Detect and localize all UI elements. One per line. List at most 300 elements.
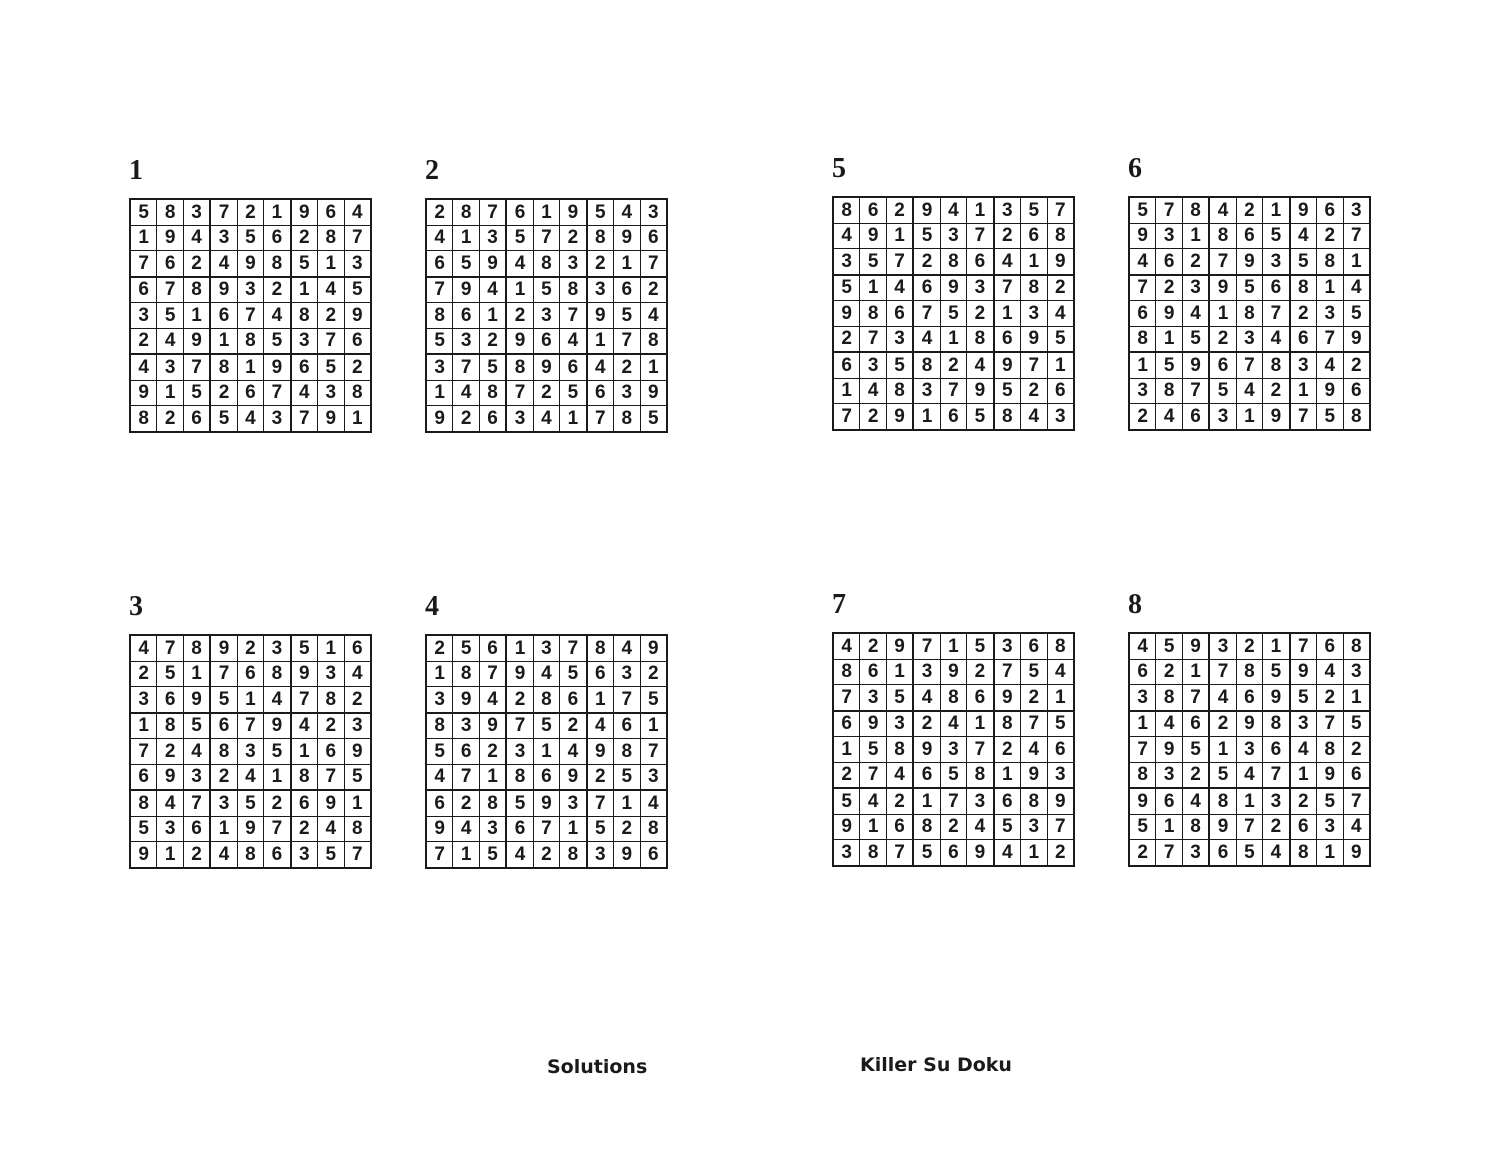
puzzle-number: 7 [832, 589, 846, 620]
grid-cell: 3 [1156, 762, 1182, 788]
grid-row [1129, 659, 1370, 685]
grid-cell: 4 [318, 277, 344, 303]
grid-cell: 5 [640, 406, 667, 432]
grid-cell: 1 [860, 814, 886, 840]
grid-cell: 6 [157, 251, 183, 277]
grid-cell: 3 [130, 303, 157, 329]
grid-row [833, 404, 1074, 430]
grid-cell: 4 [940, 197, 966, 223]
grid-row [426, 764, 667, 790]
grid-cell: 3 [940, 737, 966, 763]
grid-cell: 9 [264, 713, 291, 739]
grid-cell: 5 [994, 814, 1021, 840]
grid-cell: 4 [1047, 301, 1074, 327]
grid-cell: 1 [1182, 659, 1209, 685]
grid-cell: 4 [1156, 404, 1182, 430]
grid-cell: 8 [506, 354, 533, 380]
grid-cell: 5 [453, 251, 479, 277]
grid-cell: 6 [560, 687, 587, 713]
grid-cell: 9 [860, 223, 886, 249]
grid-cell: 8 [1290, 275, 1317, 301]
grid-cell: 3 [913, 659, 940, 685]
grid-cell: 6 [1129, 659, 1156, 685]
grid-row [1129, 840, 1370, 866]
grid-cell: 9 [833, 301, 860, 327]
grid-cell: 6 [264, 842, 291, 868]
grid-cell: 4 [130, 354, 157, 380]
grid-cell: 9 [1021, 326, 1047, 352]
grid-cell: 4 [506, 251, 533, 277]
grid-cell: 9 [1156, 737, 1182, 763]
grid-cell: 3 [1317, 301, 1343, 327]
grid-cell: 5 [1290, 685, 1317, 711]
grid-cell: 1 [453, 842, 479, 868]
grid-cell: 1 [860, 275, 886, 301]
grid-cell: 7 [264, 380, 291, 406]
grid-cell: 9 [1182, 352, 1209, 378]
grid-cell: 9 [157, 225, 183, 251]
grid-cell: 9 [833, 814, 860, 840]
grid-cell: 3 [318, 380, 344, 406]
grid-cell: 6 [1343, 762, 1370, 788]
grid-cell: 3 [183, 764, 210, 790]
grid-cell: 3 [157, 816, 183, 842]
grid-cell: 8 [237, 328, 263, 354]
grid-cell: 4 [587, 713, 614, 739]
grid-cell: 9 [210, 277, 237, 303]
grid-cell: 8 [291, 764, 318, 790]
grid-cell: 6 [479, 635, 506, 661]
grid-cell: 6 [886, 814, 913, 840]
grid-row [1129, 788, 1370, 814]
sudoku-grid [832, 632, 1075, 867]
grid-cell: 6 [210, 303, 237, 329]
grid-cell: 3 [533, 635, 559, 661]
grid-row [1129, 404, 1370, 430]
grid-cell: 5 [1236, 275, 1262, 301]
grid-cell: 5 [1263, 659, 1290, 685]
grid-cell: 2 [560, 225, 587, 251]
grid-cell: 1 [1263, 633, 1290, 659]
grid-cell: 8 [479, 790, 506, 816]
grid-cell: 6 [860, 197, 886, 223]
grid-cell: 4 [1156, 711, 1182, 737]
grid-cell: 4 [1182, 301, 1209, 327]
grid-cell: 7 [453, 764, 479, 790]
grid-cell: 4 [560, 328, 587, 354]
grid-cell: 3 [1209, 633, 1236, 659]
grid-cell: 8 [1343, 633, 1370, 659]
grid-cell: 6 [1156, 249, 1182, 275]
grid-cell: 1 [157, 380, 183, 406]
grid-cell: 6 [1236, 223, 1262, 249]
grid-cell: 9 [426, 406, 453, 432]
grid-cell: 4 [1343, 275, 1370, 301]
grid-cell: 1 [640, 713, 667, 739]
grid-cell: 9 [183, 328, 210, 354]
grid-row [130, 713, 371, 739]
grid-cell: 8 [1021, 788, 1047, 814]
grid-cell: 6 [1129, 301, 1156, 327]
grid-cell: 5 [1129, 197, 1156, 223]
grid-cell: 2 [237, 199, 263, 225]
grid-cell: 7 [291, 687, 318, 713]
grid-cell: 3 [994, 633, 1021, 659]
grid-cell: 8 [913, 814, 940, 840]
grid-cell: 9 [1129, 223, 1156, 249]
grid-cell: 2 [264, 790, 291, 816]
grid-row [130, 354, 371, 380]
grid-cell: 2 [560, 713, 587, 739]
grid-cell: 9 [587, 303, 614, 329]
grid-cell: 5 [210, 406, 237, 432]
grid-cell: 4 [886, 762, 913, 788]
grid-cell: 4 [264, 687, 291, 713]
grid-cell: 3 [291, 842, 318, 868]
grid-cell: 3 [1021, 814, 1047, 840]
grid-cell: 2 [833, 762, 860, 788]
grid-cell: 5 [1209, 378, 1236, 404]
sudoku-grid [832, 196, 1075, 431]
grid-row [1129, 711, 1370, 737]
grid-cell: 8 [453, 661, 479, 687]
grid-cell: 4 [1129, 249, 1156, 275]
grid-row [426, 380, 667, 406]
grid-cell: 4 [479, 687, 506, 713]
sudoku-grid [129, 198, 372, 433]
grid-cell: 4 [157, 328, 183, 354]
grid-cell: 7 [587, 406, 614, 432]
grid-cell: 6 [614, 713, 640, 739]
grid-cell: 1 [130, 225, 157, 251]
grid-cell: 8 [560, 277, 587, 303]
grid-cell: 3 [1129, 685, 1156, 711]
grid-cell: 5 [587, 816, 614, 842]
grid-cell: 7 [1129, 275, 1156, 301]
grid-cell: 2 [860, 633, 886, 659]
grid-cell: 7 [157, 277, 183, 303]
sudoku-grid [1128, 196, 1371, 431]
grid-cell: 5 [237, 790, 263, 816]
grid-cell: 7 [614, 328, 640, 354]
grid-cell: 3 [994, 197, 1021, 223]
grid-cell: 8 [833, 659, 860, 685]
grid-row [833, 788, 1074, 814]
grid-cell: 6 [994, 788, 1021, 814]
grid-cell: 5 [1209, 762, 1236, 788]
grid-cell: 3 [264, 635, 291, 661]
grid-cell: 9 [506, 661, 533, 687]
grid-cell: 9 [886, 633, 913, 659]
grid-cell: 5 [1156, 633, 1182, 659]
grid-cell: 9 [1317, 762, 1343, 788]
grid-row [426, 277, 667, 303]
grid-cell: 6 [210, 713, 237, 739]
grid-row [833, 685, 1074, 711]
grid-cell: 7 [533, 816, 559, 842]
grid-cell: 8 [587, 225, 614, 251]
grid-cell: 9 [967, 840, 994, 866]
grid-cell: 2 [994, 737, 1021, 763]
grid-cell: 6 [860, 659, 886, 685]
grid-cell: 3 [453, 328, 479, 354]
grid-cell: 1 [940, 633, 966, 659]
grid-cell: 5 [614, 303, 640, 329]
grid-cell: 2 [506, 687, 533, 713]
grid-cell: 1 [587, 687, 614, 713]
grid-cell: 2 [1236, 633, 1262, 659]
grid-cell: 5 [479, 354, 506, 380]
grid-cell: 7 [1343, 788, 1370, 814]
grid-cell: 8 [560, 842, 587, 868]
grid-cell: 2 [614, 354, 640, 380]
puzzle-number: 1 [129, 155, 143, 186]
grid-row [1129, 326, 1370, 352]
grid-cell: 4 [860, 378, 886, 404]
grid-cell: 4 [587, 354, 614, 380]
grid-cell: 4 [1209, 197, 1236, 223]
grid-cell: 5 [1129, 814, 1156, 840]
grid-cell: 2 [318, 303, 344, 329]
grid-cell: 1 [344, 790, 371, 816]
grid-cell: 1 [614, 251, 640, 277]
grid-cell: 7 [344, 842, 371, 868]
grid-cell: 8 [940, 249, 966, 275]
grid-cell: 5 [833, 275, 860, 301]
grid-cell: 2 [157, 406, 183, 432]
grid-cell: 1 [1290, 378, 1317, 404]
grid-row [130, 764, 371, 790]
grid-cell: 5 [506, 225, 533, 251]
grid-row [833, 762, 1074, 788]
grid-cell: 8 [344, 380, 371, 406]
grid-cell: 8 [237, 842, 263, 868]
grid-cell: 1 [886, 659, 913, 685]
grid-cell: 3 [237, 277, 263, 303]
grid-cell: 8 [1263, 711, 1290, 737]
grid-cell: 7 [1236, 352, 1262, 378]
grid-cell: 2 [1290, 788, 1317, 814]
grid-cell: 2 [1209, 326, 1236, 352]
grid-cell: 7 [640, 251, 667, 277]
grid-cell: 9 [453, 277, 479, 303]
grid-row [833, 326, 1074, 352]
grid-cell: 5 [479, 842, 506, 868]
grid-cell: 2 [1263, 378, 1290, 404]
grid-cell: 2 [130, 661, 157, 687]
grid-cell: 4 [1021, 404, 1047, 430]
grid-cell: 9 [560, 764, 587, 790]
grid-cell: 1 [264, 764, 291, 790]
grid-cell: 1 [130, 713, 157, 739]
grid-row [426, 406, 667, 432]
grid-cell: 2 [210, 764, 237, 790]
grid-cell: 6 [640, 225, 667, 251]
grid-cell: 9 [640, 635, 667, 661]
grid-cell: 6 [833, 352, 860, 378]
grid-cell: 1 [1343, 685, 1370, 711]
grid-cell: 6 [886, 301, 913, 327]
grid-row [833, 352, 1074, 378]
grid-cell: 6 [1263, 737, 1290, 763]
grid-cell: 3 [886, 326, 913, 352]
grid-cell: 6 [237, 661, 263, 687]
grid-cell: 5 [560, 661, 587, 687]
grid-cell: 9 [344, 739, 371, 765]
grid-cell: 4 [860, 788, 886, 814]
grid-cell: 4 [237, 764, 263, 790]
grid-cell: 8 [1156, 378, 1182, 404]
grid-row [130, 199, 371, 225]
grid-cell: 3 [1263, 788, 1290, 814]
grid-cell: 3 [1290, 711, 1317, 737]
grid-row [426, 739, 667, 765]
puzzle-number: 6 [1128, 153, 1142, 184]
puzzle-number: 5 [832, 153, 846, 184]
grid-cell: 3 [860, 352, 886, 378]
grid-cell: 1 [614, 790, 640, 816]
grid-cell: 7 [913, 633, 940, 659]
grid-cell: 7 [560, 635, 587, 661]
grid-cell: 9 [1047, 788, 1074, 814]
grid-cell: 2 [210, 380, 237, 406]
grid-cell: 4 [614, 199, 640, 225]
grid-cell: 8 [940, 685, 966, 711]
grid-cell: 6 [913, 275, 940, 301]
grid-cell: 3 [1209, 404, 1236, 430]
grid-cell: 4 [479, 277, 506, 303]
grid-cell: 2 [1021, 378, 1047, 404]
grid-cell: 1 [506, 635, 533, 661]
grid-cell: 7 [1290, 633, 1317, 659]
grid-cell: 5 [1236, 840, 1262, 866]
grid-cell: 7 [967, 223, 994, 249]
grid-cell: 3 [1129, 378, 1156, 404]
grid-row [130, 816, 371, 842]
grid-cell: 4 [994, 840, 1021, 866]
grid-cell: 2 [587, 251, 614, 277]
grid-row [130, 380, 371, 406]
grid-cell: 8 [1317, 249, 1343, 275]
grid-row [130, 277, 371, 303]
grid-cell: 1 [913, 404, 940, 430]
grid-cell: 5 [157, 661, 183, 687]
grid-cell: 9 [130, 842, 157, 868]
grid-cell: 5 [237, 225, 263, 251]
grid-cell: 5 [860, 737, 886, 763]
grid-cell: 2 [453, 406, 479, 432]
grid-cell: 2 [1209, 711, 1236, 737]
grid-cell: 8 [886, 378, 913, 404]
grid-cell: 2 [237, 635, 263, 661]
grid-cell: 2 [833, 326, 860, 352]
grid-cell: 9 [533, 354, 559, 380]
grid-row [1129, 223, 1370, 249]
grid-cell: 4 [913, 685, 940, 711]
grid-cell: 8 [157, 713, 183, 739]
grid-cell: 1 [479, 303, 506, 329]
grid-cell: 4 [1236, 378, 1262, 404]
grid-cell: 7 [1263, 762, 1290, 788]
grid-row [426, 661, 667, 687]
grid-cell: 4 [833, 223, 860, 249]
grid-cell: 9 [994, 685, 1021, 711]
grid-cell: 6 [1317, 633, 1343, 659]
grid-cell: 8 [833, 197, 860, 223]
grid-cell: 1 [426, 380, 453, 406]
puzzle-number: 2 [425, 155, 439, 186]
grid-cell: 4 [318, 816, 344, 842]
footer-book-title: Killer Su Doku [860, 1054, 1012, 1076]
grid-cell: 7 [157, 635, 183, 661]
grid-row [426, 635, 667, 661]
grid-cell: 8 [506, 764, 533, 790]
grid-cell: 7 [1156, 840, 1182, 866]
grid-cell: 9 [940, 659, 966, 685]
grid-cell: 4 [640, 303, 667, 329]
grid-cell: 9 [1343, 840, 1370, 866]
grid-cell: 6 [506, 199, 533, 225]
grid-cell: 2 [994, 223, 1021, 249]
grid-cell: 1 [426, 661, 453, 687]
grid-cell: 8 [994, 711, 1021, 737]
grid-cell: 7 [940, 378, 966, 404]
grid-cell: 4 [940, 711, 966, 737]
grid-cell: 2 [318, 713, 344, 739]
grid-cell: 1 [1021, 840, 1047, 866]
grid-cell: 1 [833, 378, 860, 404]
grid-cell: 5 [587, 199, 614, 225]
grid-cell: 7 [1290, 404, 1317, 430]
grid-cell: 5 [967, 404, 994, 430]
grid-cell: 6 [940, 404, 966, 430]
grid-cell: 5 [640, 687, 667, 713]
grid-cell: 1 [291, 277, 318, 303]
grid-cell: 8 [1209, 223, 1236, 249]
grid-cell: 6 [130, 277, 157, 303]
grid-cell: 1 [1209, 737, 1236, 763]
grid-cell: 7 [833, 404, 860, 430]
grid-cell: 7 [506, 380, 533, 406]
grid-cell: 2 [344, 354, 371, 380]
grid-cell: 9 [614, 842, 640, 868]
grid-cell: 2 [533, 842, 559, 868]
grid-row [833, 249, 1074, 275]
grid-cell: 8 [130, 790, 157, 816]
grid-cell: 8 [1236, 301, 1262, 327]
grid-cell: 1 [587, 328, 614, 354]
grid-cell: 2 [967, 659, 994, 685]
grid-cell: 4 [1236, 762, 1262, 788]
grid-cell: 6 [1317, 197, 1343, 223]
grid-row [426, 790, 667, 816]
grid-cell: 4 [640, 790, 667, 816]
grid-cell: 1 [967, 197, 994, 223]
grid-cell: 6 [833, 711, 860, 737]
grid-cell: 9 [237, 816, 263, 842]
grid-cell: 2 [1343, 352, 1370, 378]
grid-row [130, 225, 371, 251]
grid-cell: 4 [237, 406, 263, 432]
grid-cell: 1 [1182, 223, 1209, 249]
grid-cell: 4 [264, 303, 291, 329]
grid-cell: 6 [1156, 788, 1182, 814]
grid-cell: 2 [291, 225, 318, 251]
grid-cell: 7 [183, 354, 210, 380]
grid-cell: 3 [614, 380, 640, 406]
grid-cell: 3 [210, 790, 237, 816]
grid-cell: 1 [344, 406, 371, 432]
